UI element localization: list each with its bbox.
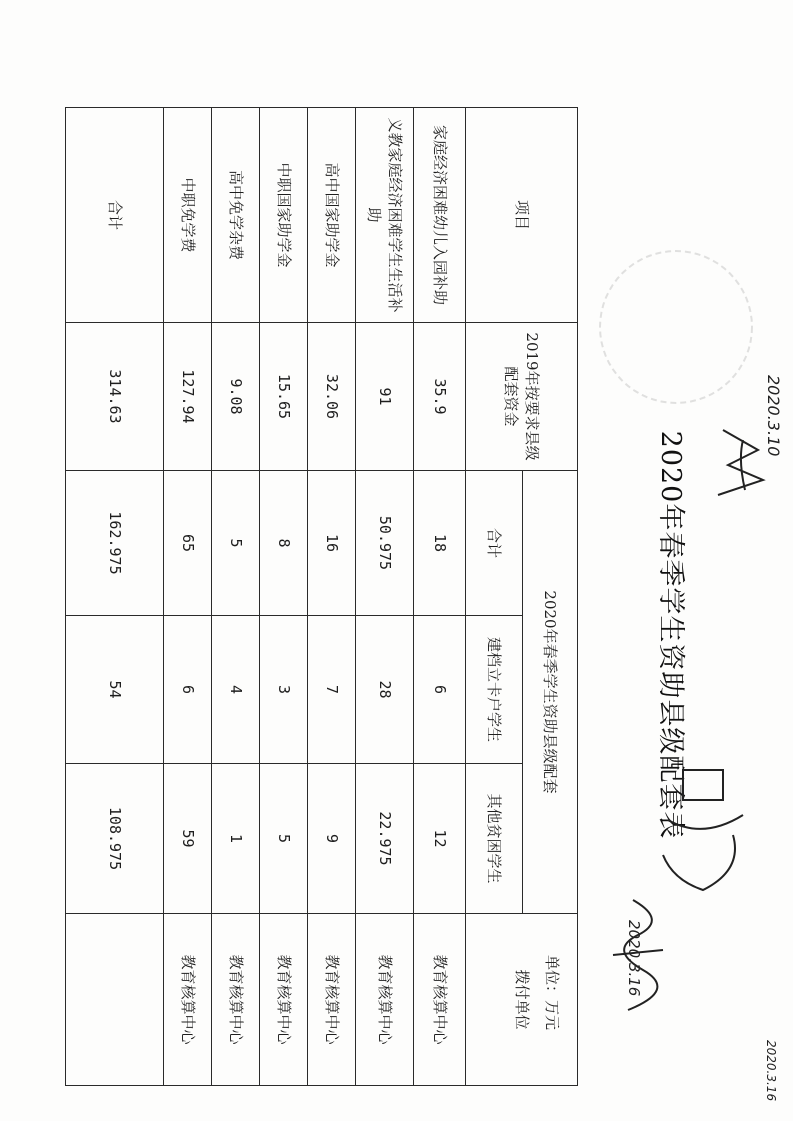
- cell-item: 高中国家助学金: [308, 108, 356, 323]
- cell-payer: 教育核算中心: [212, 914, 260, 1086]
- cell-payer: 教育核算中心: [164, 914, 212, 1086]
- cell-item: 家庭经济困难幼儿入园补助: [414, 108, 466, 323]
- cell-filed: 28: [356, 616, 414, 764]
- cell-payer: 教育核算中心: [414, 914, 466, 1086]
- cell-payer: [66, 914, 164, 1086]
- cell-payer: 教育核算中心: [356, 914, 414, 1086]
- cell-total: 16: [308, 471, 356, 616]
- cell-item: 中职免学费: [164, 108, 212, 323]
- cell-payer: 教育核算中心: [260, 914, 308, 1086]
- cell-filed: 3: [260, 616, 308, 764]
- cell-total: 5: [212, 471, 260, 616]
- cell-filed: 7: [308, 616, 356, 764]
- table-row: [414, 108, 466, 1086]
- cell-item: 高中免学杂费: [212, 108, 260, 323]
- cell-other: 1: [212, 764, 260, 914]
- cell-prev: 35.9: [414, 323, 466, 471]
- table-row: [308, 108, 356, 1086]
- header-other: 其他贫困学生: [466, 764, 523, 914]
- cell-total: 8: [260, 471, 308, 616]
- signature-date-3: 2020.3.16: [764, 1040, 778, 1102]
- cell-other: 12: [414, 764, 466, 914]
- header-group: 2020年春季学生资助县级配套: [523, 471, 578, 914]
- cell-filed: 6: [164, 616, 212, 764]
- cell-other: 59: [164, 764, 212, 914]
- page-title: 2020年春季学生资助县级配套表: [655, 430, 686, 840]
- cell-total: 50.975: [356, 471, 414, 616]
- cell-prev: 15.65: [260, 323, 308, 471]
- cell-prev: 32.06: [308, 323, 356, 471]
- header-item: 项目: [466, 108, 578, 323]
- cell-filed: 4: [212, 616, 260, 764]
- cell-other: 9: [308, 764, 356, 914]
- table-row: [260, 108, 308, 1086]
- cell-total: 18: [414, 471, 466, 616]
- unit-label: 单位：万元: [543, 955, 561, 1031]
- signature-mark: [653, 760, 763, 910]
- cell-prev: 91: [356, 323, 414, 471]
- cell-item: 义教家庭经济困难学生生活补助: [356, 108, 414, 323]
- header-total: 合计: [466, 471, 523, 616]
- cell-total: 162.975: [66, 471, 164, 616]
- cell-payer: 教育核算中心: [308, 914, 356, 1086]
- cell-filed: 54: [66, 616, 164, 764]
- header-payer: 拨付单位: [466, 914, 578, 1086]
- cell-total: 65: [164, 471, 212, 616]
- cell-item: 中职国家助学金: [260, 108, 308, 323]
- cell-item: 合计: [66, 108, 164, 323]
- header-filed: 建档立卡户学生: [466, 616, 523, 764]
- signature-date-2: 2020.3.16: [625, 920, 643, 997]
- cell-other: 22.975: [356, 764, 414, 914]
- cell-other: 108.975: [66, 764, 164, 914]
- table-row: [212, 108, 260, 1086]
- cell-filed: 6: [414, 616, 466, 764]
- cell-prev: 9.08: [212, 323, 260, 471]
- cell-prev: 314.63: [66, 323, 164, 471]
- table-row-total: [66, 108, 164, 1086]
- signature-mark: [603, 890, 673, 1040]
- cell-other: 5: [260, 764, 308, 914]
- signature-mark: [703, 420, 773, 510]
- cell-prev: 127.94: [164, 323, 212, 471]
- signature-date-1: 2020.3.10: [764, 375, 783, 457]
- table-row: [356, 108, 414, 1086]
- subsidy-table: [65, 107, 578, 1086]
- header-prev-year: 2019年按要求县级配套资金: [466, 323, 578, 471]
- table-row: [164, 108, 212, 1086]
